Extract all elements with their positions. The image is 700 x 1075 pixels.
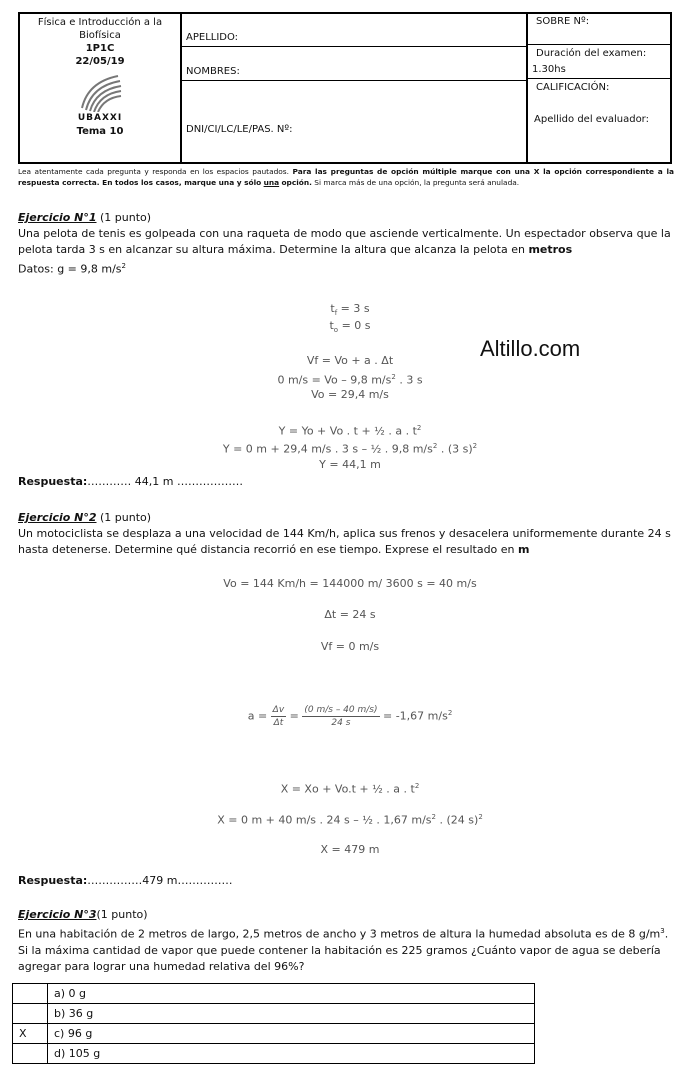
ex2-acceleration-formula: a = $\frac{\Delta v}{\Delta t}$ = $\frac{(0 m/s - 40 m/s)}{24 s}$ = -1,67 $m/s^2$ (247, 705, 453, 728)
ex1-unit: metros (528, 243, 573, 256)
ex1-solution-step: Y = 44,1 m (319, 458, 381, 471)
course-line2: Biofísica (79, 30, 121, 41)
divider (180, 46, 528, 47)
instructions-part2: Para las preguntas de opción múltiple marque con una X la opción correspondiente a la respuesta correcta. En todos los casos, marque una y sólo (18, 167, 674, 187)
watermark: Altillo.com (480, 336, 581, 361)
option-mark[interactable]: X (13, 1024, 48, 1044)
ex1-data: Datos: g = 9,8 m/s (18, 262, 122, 276)
evaluador-label: Apellido del evaluador: (534, 114, 649, 125)
admin-cell (526, 14, 670, 162)
ex2-answer (18, 874, 233, 887)
divider (528, 44, 670, 45)
sobre-label: SOBRE Nº: (536, 16, 590, 27)
answer-value: ……………479 m…………… (87, 874, 233, 887)
instructions-part1: Lea atentamente cada pregunta y responda en los espacios pautados. (18, 167, 290, 176)
ex2-solution-step: X = 0 m + 40 m/s . 24 s – ½ . 1,67 $m/s^2$ . (24 s)$^2$ (217, 813, 483, 827)
ex2-solution-step: Vo = 144 Km/h = 144000 m/ 3600 s = 40 m/s (223, 577, 477, 590)
ex1-solution-step: $t_o = 0$ s (329, 319, 371, 335)
answer-label: Respuesta: (18, 475, 88, 488)
nombres-label: NOMBRES: (186, 66, 240, 77)
ex1-title: Ejercicio N°1 (18, 211, 97, 224)
option-label: a) 0 g (48, 984, 535, 1004)
ex1-answer (18, 475, 243, 488)
option-mark[interactable] (13, 984, 48, 1004)
ubaxxi-logo-icon (78, 72, 122, 112)
exercise-1 (18, 210, 674, 278)
superscript: 3 (660, 927, 665, 935)
instructions-una: una (263, 178, 280, 187)
course-code: 1P1C (85, 43, 115, 54)
duracion-value: 1.30hs (532, 64, 566, 75)
apellido-label: APELLIDO: (186, 32, 239, 43)
option-row[interactable] (13, 1004, 535, 1024)
ex1-solution-step: Y = Yo + Vo . t + ½ . a . $t^2$ (278, 424, 422, 438)
divider (180, 80, 528, 81)
calificacion-label: CALIFICACIÓN: (536, 82, 610, 93)
duracion-label: Duración del examen: (536, 48, 647, 59)
answer-label: Respuesta: (18, 874, 88, 887)
instructions-part3: opción. (281, 178, 312, 187)
instructions-part4: Si marca más de una opción, la pregunta será anulada. (314, 178, 520, 187)
tema-label: Tema 10 (76, 126, 124, 137)
option-row[interactable] (13, 1044, 535, 1064)
course-cell (20, 14, 182, 162)
option-mark[interactable] (13, 1004, 48, 1024)
option-label: d) 105 g (48, 1044, 535, 1064)
exercise-3 (18, 907, 674, 975)
ex2-solution-step: Δt = 24 s (324, 608, 376, 621)
ex2-points: (1 punto) (100, 511, 152, 524)
ex1-solution-step: $t_f = 3$ s (330, 302, 370, 318)
ex2-statement: Un motociclista se desplaza a una velocidad de 144 Km/h, aplica sus frenos y desacelera uniformemente durante 24 s hasta detenerse. Determine qué distancia recorrió en ese tiempo. Exprese el resultado en (18, 527, 671, 556)
ex1-solution-step: Vf = Vo + a . Δt (306, 354, 394, 367)
ex3-statement-cont: . Si la máxima cantidad de vapor que puede contener la habitación es 225 gramos ¿Cuánto vapor de agua se debería agregar para lograr una humedad relativa del 96%? (18, 927, 669, 973)
institution-name: UBAXXI (77, 113, 123, 123)
option-row[interactable] (13, 984, 535, 1004)
student-info-cell (180, 14, 528, 162)
ex1-solution-step: Vo = 29,4 m/s (311, 388, 389, 401)
option-label: c) 96 g (48, 1024, 535, 1044)
ex2-title: Ejercicio N°2 (18, 511, 97, 524)
ex3-options-table (12, 983, 535, 1064)
ex2-solution-step: X = 479 m (320, 843, 380, 856)
ex3-statement: En una habitación de 2 metros de largo, 2,5 metros de ancho y 3 metros de altura la humedad absoluta es de 8 g/m (18, 927, 661, 941)
ex1-solution-step: 0 m/s = Vo – 9,8 $m/s^2$ . 3 s (277, 373, 423, 387)
exam-header (18, 12, 672, 164)
answer-value: ………… 44,1 m ……………… (87, 475, 243, 488)
option-label: b) 36 g (48, 1004, 535, 1024)
exam-date: 22/05/19 (75, 56, 125, 67)
superscript: 2 (121, 262, 126, 270)
divider (528, 78, 670, 79)
ex2-unit: m (518, 543, 530, 556)
dni-label: DNI/CI/LC/LE/PAS. Nº: (186, 124, 293, 135)
option-row[interactable] (13, 1024, 535, 1044)
exercise-2 (18, 510, 674, 558)
ex1-statement: Una pelota de tenis es golpeada con una raqueta de modo que asciende verticalmente. Un espectador observa que la pelota tarda 3 s en alcanzar su altura máxima. Determine la altura que alcanza la pelota en (18, 227, 671, 256)
ex3-title: Ejercicio N°3 (18, 908, 97, 921)
ex1-solution-step: Y = 0 m + 29,4 m/s . 3 s – ½ . 9,8 $m/s^2$ . (3 s)$^2$ (222, 442, 478, 456)
ex3-points: (1 punto) (96, 908, 148, 921)
ex1-points: (1 punto) (100, 211, 152, 224)
ex2-solution-step: Vf = 0 m/s (320, 640, 380, 653)
course-line1: Física e Introducción a la (37, 17, 163, 28)
ex2-solution-step: X = Xo + Vo.t + ½ . a . $t^2$ (280, 782, 420, 796)
instructions (18, 166, 674, 188)
option-mark[interactable] (13, 1044, 48, 1064)
